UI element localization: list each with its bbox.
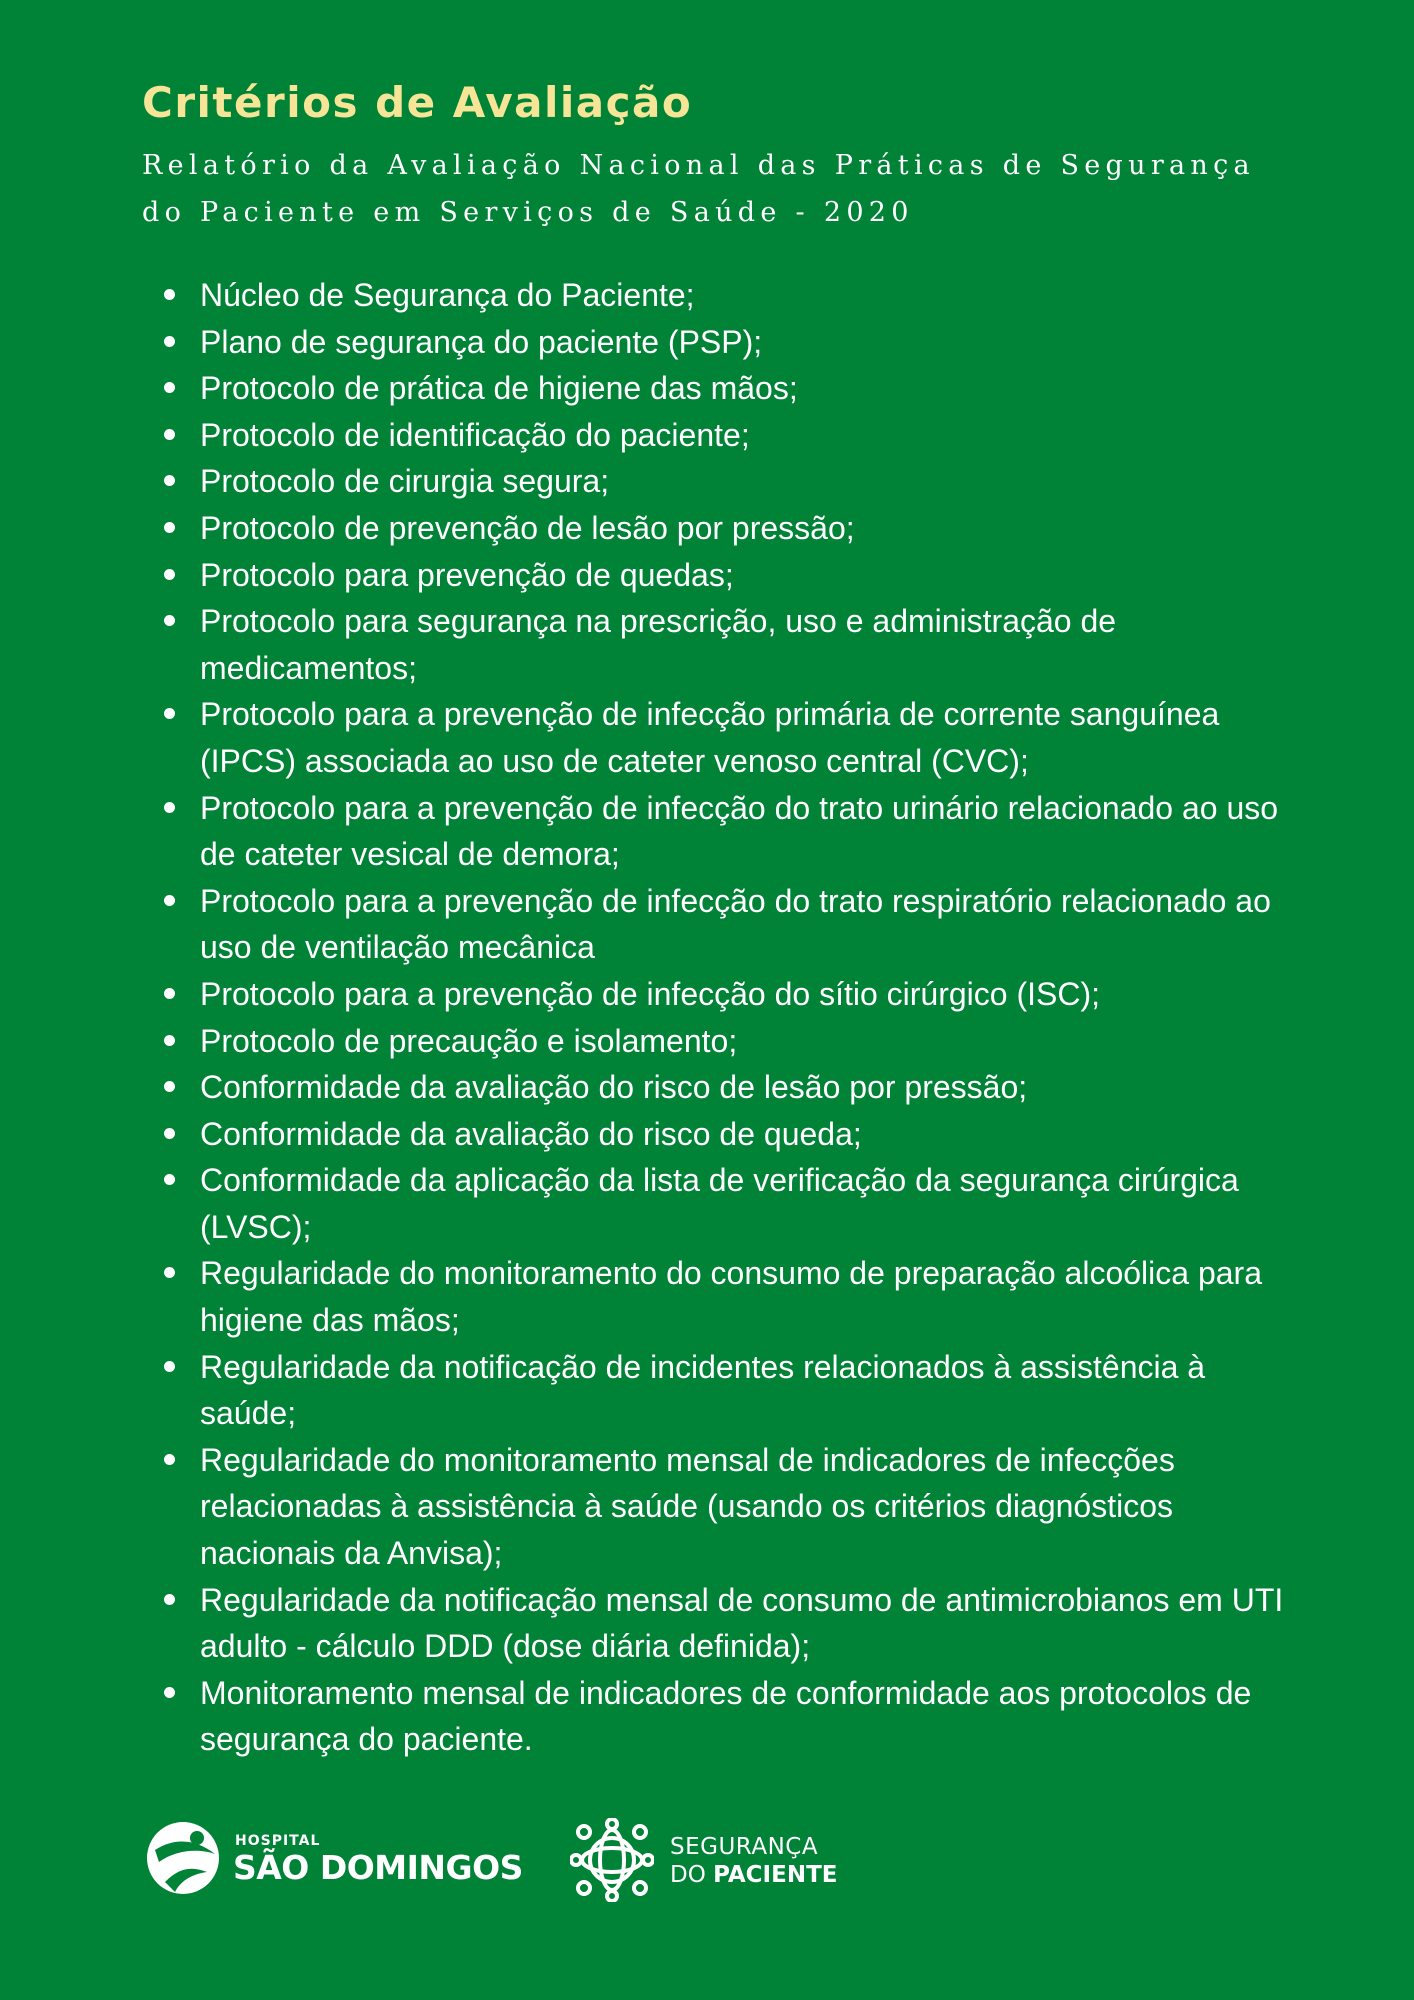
bullet-icon [164,1081,175,1092]
bullet-icon [164,429,175,440]
criteria-item [142,1018,1292,1065]
criteria-item [142,1344,1292,1437]
criteria-item-text: Protocolo de prevenção de lesão por pressão; [200,509,855,546]
bullet-icon [164,1594,175,1605]
bullet-icon [164,336,175,347]
criteria-item [142,785,1292,878]
criteria-item [142,1437,1292,1577]
criteria-item-text: Regularidade do monitoramento mensal de indicadores de infecções relacionadas à assistência à saúde (usando os critérios diagnósticos nacionais da Anvisa); [200,1441,1175,1572]
criteria-item [142,971,1292,1018]
criteria-item-text: Conformidade da avaliação do risco de lesão por pressão; [200,1069,1028,1106]
seguranca-do-paciente-logo [570,1818,870,1904]
bullet-icon [164,1128,175,1139]
bullet-icon [164,289,175,300]
criteria-item-text: Protocolo para prevenção de quedas; [200,556,734,593]
criteria-item [142,1577,1292,1670]
page-title: Critérios de Avaliação [142,78,693,127]
criteria-item [142,598,1292,691]
criteria-item [142,1250,1292,1343]
criteria-item-text: Protocolo para a prevenção de infecção primária de corrente sanguínea (IPCS) associada ao uso de cateter venoso central (CVC); [200,696,1220,779]
bullet-icon [164,988,175,999]
criteria-item [142,412,1292,459]
criteria-item-text: Regularidade da notificação mensal de consumo de antimicrobianos em UTI adulto - cálculo DDD (dose diária definida); [200,1581,1284,1665]
bullet-icon [164,522,175,533]
criteria-item [142,319,1292,366]
criteria-item [142,691,1292,784]
criteria-item [142,505,1292,552]
criteria-item-text: Regularidade do monitoramento do consumo de preparação alcoólica para higiene das mãos; [200,1255,1262,1339]
criteria-item-text: Protocolo para a prevenção de infecção do sítio cirúrgico (ISC); [200,975,1101,1012]
criteria-list [142,272,1292,1763]
subtitle-line-2: do Paciente em Serviços de Saúde - 2020 [142,197,914,228]
page-subtitle [142,142,1292,236]
criteria-item-text: Protocolo de cirurgia segura; [200,463,610,500]
seguranca-logo-paciente: PACIENTE [713,1862,838,1888]
bullet-icon [164,569,175,580]
criteria-item [142,878,1292,971]
criteria-item [142,1064,1292,1111]
bullet-icon [164,708,175,719]
seguranca-logo-line-1: SEGURANÇA [670,1834,819,1860]
hospital-logo-name: SÃO DOMINGOS [233,1848,523,1887]
bullet-icon [164,802,175,813]
criteria-item-text: Protocolo para a prevenção de infecção do trato urinário relacionado ao uso de cateter vesical de demora; [200,789,1279,873]
bullet-icon [164,382,175,393]
criteria-item [142,1157,1292,1250]
criteria-item-text: Protocolo para a prevenção de infecção do trato respiratório relacionado ao uso de ventilação mecânica [200,882,1271,966]
criteria-item [142,458,1292,505]
criteria-item [142,272,1292,319]
bullet-icon [164,895,175,906]
criteria-item-text: Regularidade da notificação de incidentes relacionados à assistência à saúde; [200,1348,1206,1432]
hospital-sao-domingos-logo [145,1818,523,1900]
criteria-item-text: Conformidade da aplicação da lista de verificação da segurança cirúrgica (LVSC); [200,1162,1239,1245]
criteria-item [142,365,1292,412]
seguranca-logo-line-2 [670,1862,837,1888]
patient-safety-icon [570,1818,654,1902]
bullet-icon [164,1267,175,1278]
bullet-icon [164,1687,175,1698]
criteria-item [142,552,1292,599]
subtitle-line-1: Relatório da Avaliação Nacional das Práticas de Segurança [142,150,1255,181]
criteria-item [142,1111,1292,1158]
seguranca-logo-do: DO [670,1862,714,1888]
bullet-icon [164,475,175,486]
criteria-item [142,1670,1292,1763]
criteria-item-text: Protocolo de identificação do paciente; [200,416,750,453]
criteria-item-text: Plano de segurança do paciente (PSP); [200,323,763,360]
criteria-item-text: Protocolo para segurança na prescrição, uso e administração de medicamentos; [200,603,1117,686]
hospital-logo-icon [145,1820,221,1896]
bullet-icon [164,1174,175,1185]
bullet-icon [164,1454,175,1465]
criteria-item-text: Conformidade da avaliação do risco de queda; [200,1115,862,1152]
criteria-item-text: Monitoramento mensal de indicadores de conformidade aos protocolos de segurança do paciente. [200,1674,1252,1758]
criteria-item-text: Protocolo de precaução e isolamento; [200,1022,738,1059]
bullet-icon [164,615,175,626]
bullet-icon [164,1035,175,1046]
criteria-item-text: Núcleo de Segurança do Paciente; [200,277,695,313]
bullet-icon [164,1361,175,1372]
hospital-logo-small-text: HOSPITAL [235,1833,321,1849]
criteria-item-text: Protocolo de prática de higiene das mãos; [200,370,798,407]
